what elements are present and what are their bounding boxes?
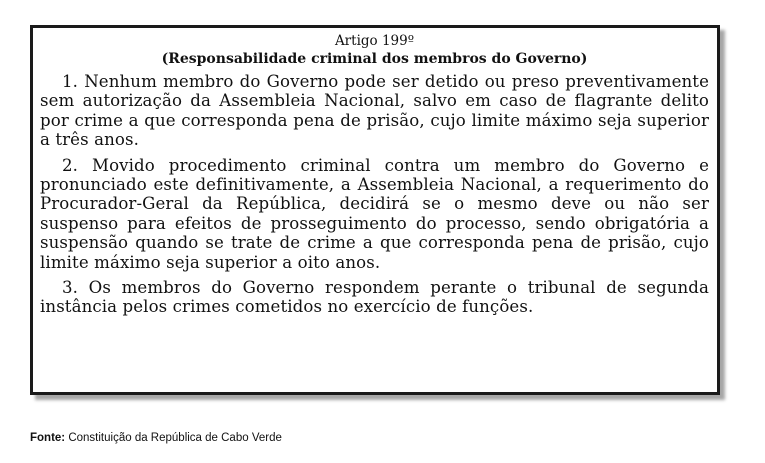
article-box: [30, 25, 720, 395]
paragraph-2: 2. Movido procedimento criminal contra um membro do Governo e pronunciado este definitivamente, a Assembleia Nacional, a requerimento do Procurador-Geral da República, decidirá se o mesmo deve ou não ser suspenso para efeitos de prosseguimento do processo, sendo obrigatória a suspensão quando se trate de crime a que corresponda pena de prisão, cujo limite máximo seja superior a oito anos.: [40, 155, 709, 272]
paragraph-1: 1. Nenhum membro do Governo pode ser detido ou preso preventivamente sem autorização da Assembleia Nacional, salvo em caso de flagrante delito por crime a que corresponda pena de prisão, cujo limite máximo seja superior a três anos.: [40, 72, 709, 150]
article-title: Artigo 199º: [334, 33, 415, 49]
paragraph-3: 3. Os membros do Governo respondem perante o tribunal de segunda instância pelos crimes cometidos no exercício de funções.: [40, 278, 709, 317]
source-label: Fonte:: [30, 432, 66, 444]
article-subtitle: (Responsabilidade criminal dos membros do Governo): [161, 51, 588, 67]
source-text: Constituição da República de Cabo Verde: [65, 432, 282, 444]
source-caption: [30, 432, 282, 444]
